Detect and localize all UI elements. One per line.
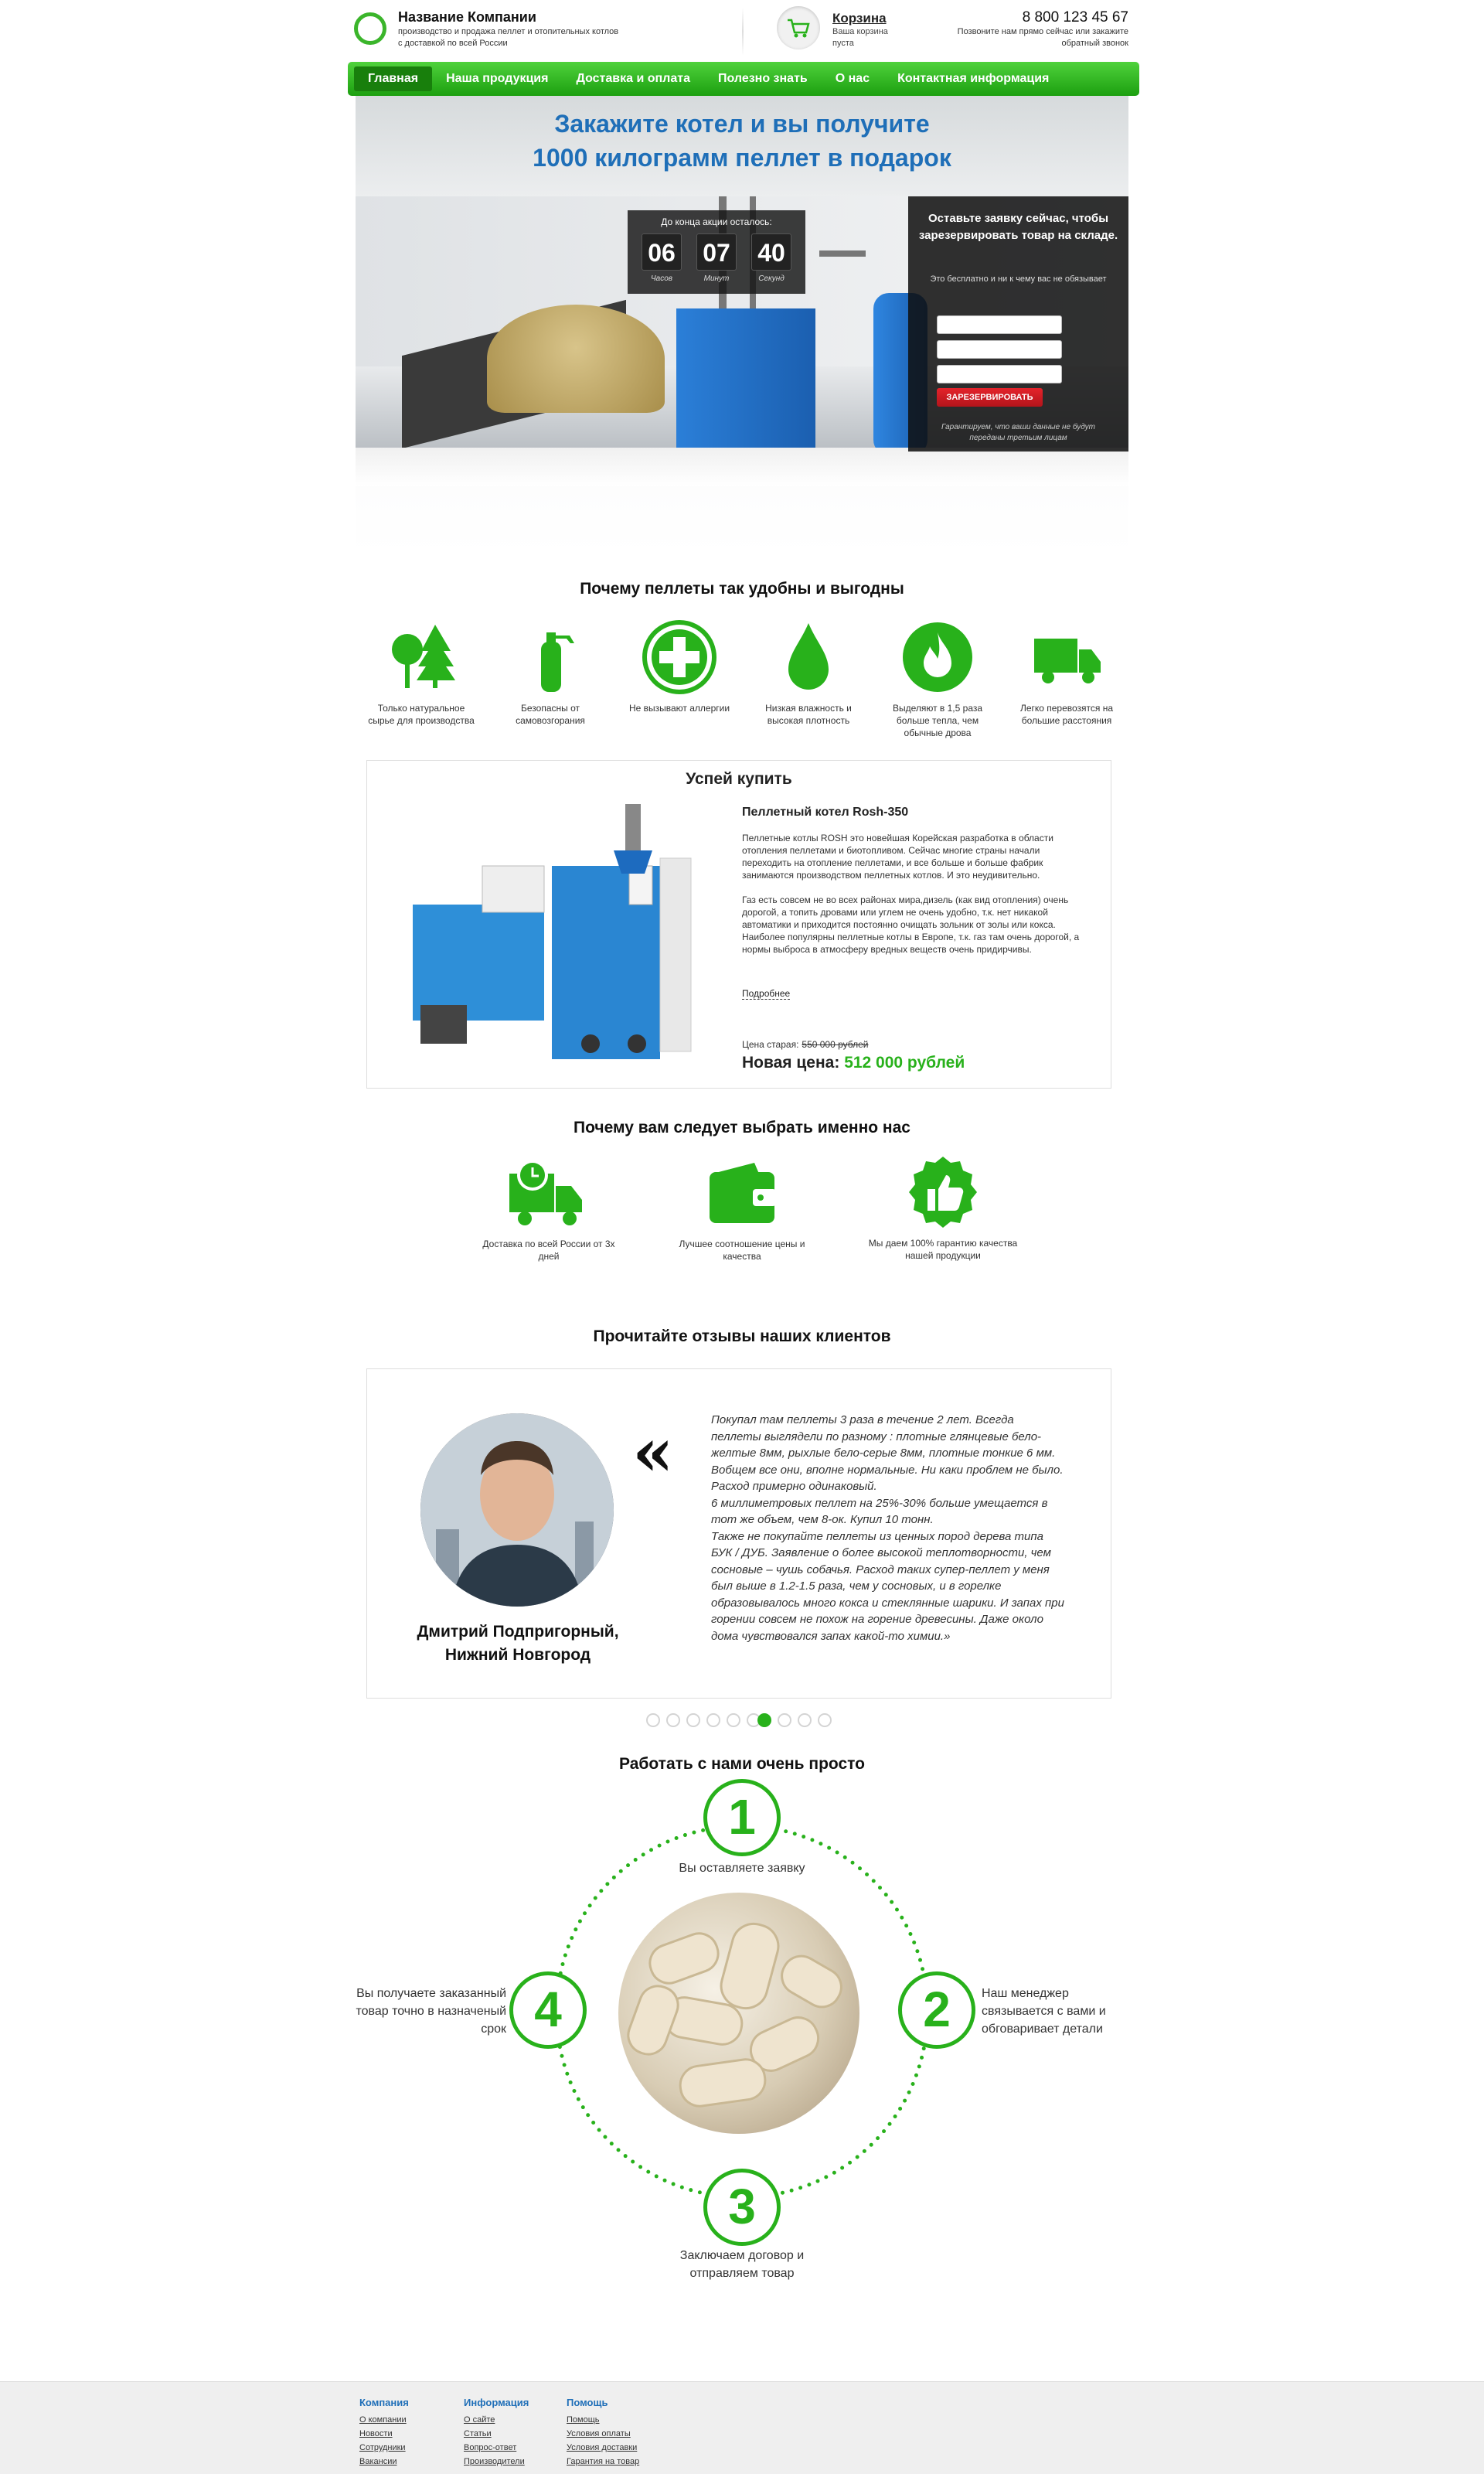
nav-item-home[interactable]: Главная <box>354 66 432 91</box>
footer-link[interactable]: Вопрос-ответ <box>464 2443 517 2452</box>
flame-icon <box>899 618 976 696</box>
nav-item-useful[interactable]: Полезно знать <box>717 72 808 85</box>
feature-text: Легко перевозятся на большие расстояния <box>1019 703 1114 726</box>
footer-link[interactable]: Сотрудники <box>359 2443 406 2452</box>
timer-seconds: 40 <box>751 233 791 271</box>
slider-dot[interactable] <box>818 1713 832 1727</box>
feature-item <box>363 618 479 727</box>
step-4-text: Вы получаете заказанный товар точно в назначеный срок <box>356 1987 506 2036</box>
header-divider <box>742 8 744 56</box>
hero-title-line1: Закажите котел и вы получите <box>554 110 930 138</box>
step-2-text: Наш менеджер связывается с вами и обговаривает детали <box>982 1987 1106 2036</box>
steps-title: Работать с нами очень просто <box>618 1755 865 1773</box>
timer-label: До конца акции осталось: <box>661 216 772 227</box>
feature-item <box>621 618 737 714</box>
feature-text: Не вызывают аллергии <box>628 703 730 714</box>
cart-status: Ваша корзина пуста <box>832 27 888 48</box>
nav-item-about[interactable]: О нас <box>835 72 870 85</box>
why-us-text: Доставка по всей России от 3х дней <box>482 1239 615 1262</box>
feature-item <box>751 618 866 727</box>
main-nav <box>348 62 1139 96</box>
avatar <box>420 1413 614 1607</box>
trees-icon <box>383 618 460 696</box>
slider-dot[interactable] <box>666 1713 680 1727</box>
cart-link[interactable]: Корзина <box>832 11 887 26</box>
step-4-number: 4 <box>509 1971 587 2049</box>
form-input-email[interactable] <box>937 365 1062 383</box>
quote-icon: « <box>632 1413 674 1491</box>
footer-link[interactable]: Помощь <box>567 2415 600 2425</box>
footer-link[interactable]: Условия оплаты <box>567 2429 631 2438</box>
slider-dot[interactable] <box>798 1713 812 1727</box>
feature-text: Безопасны от самовозгорания <box>516 703 585 726</box>
footer-link[interactable]: Статьи <box>464 2429 492 2438</box>
form-input-name[interactable] <box>937 315 1062 334</box>
logo-icon[interactable] <box>354 12 386 45</box>
why-us-text: Лучшее соотношение цены и качества <box>679 1239 805 1262</box>
nav-item-products[interactable]: Наша продукция <box>446 72 549 85</box>
footer-link[interactable]: Условия доставки <box>567 2443 638 2452</box>
review-text: Покупал там пеллеты 3 раза в течение 2 лет. Всегда пеллеты выглядели по разному : плотные глянцевые бело-желтые 8мм, рыхлые бело-серые 8мм, плотные тонкие 6 мм. Вобщем все они, вполне нормальные. Ни каки проблем не было. Расход примерно одинаковый. 6 миллиметровых пеллет на 25%-30% больше умещается в тот же объем, чем 8-ок. Купил 10 тонн. Также не покупайте пеллеты из ценных пород дерева типа БУК / ДУБ. Заявление о более высокой теплотворности, чем сосновые – чушь собачья. Расход таких супер-пеллет у меня был выше в 1.2-1.5 раза, чем у сосновых, и в горелке образовывалось много кокса и стеклянные шарики. И запах при горении совсем не похож на горение древесины. Даже около дома чувствовался запах какой-то химии.» <box>711 1413 1064 1643</box>
company-name[interactable]: Название Компании <box>398 9 536 25</box>
form-title: Оставьте заявку сейчас, чтобы зарезервировать товар на складе. <box>918 212 1118 242</box>
timer-seconds-label: Секунд <box>758 274 785 283</box>
delivery-truck-clock-icon <box>506 1158 591 1232</box>
reviewer-name <box>394 1620 642 1667</box>
footer-link[interactable]: О компании <box>359 2415 407 2425</box>
slider-dot[interactable] <box>646 1713 660 1727</box>
company-description: производство и продажа пеллет и отопительных котлов с доставкой по всей России <box>398 27 619 48</box>
old-price-value: 550 000 рублей <box>802 1039 869 1050</box>
slider-dot[interactable] <box>706 1713 720 1727</box>
product-desc-paragraph-2: Газ есть совсем не во всех районах мира,дизель (как вид отопления) очень дорогой, а топить дровами или углем не очень удобно, т.к. нет никакой автоматики и приходится постоянно очищать зольник от золы или кокса. Наиболее популярны пеллетные котлы в Европе, т.к. газ там очень дорогой, а нормы выброса в атмосферу вредных веществ очень придирчивы. <box>742 895 1080 955</box>
old-price-label: Цена старая: <box>742 1039 799 1050</box>
reserve-form <box>908 196 1128 452</box>
step-2-number: 2 <box>898 1971 975 2049</box>
form-input-phone[interactable] <box>937 340 1062 359</box>
why-us-title: Почему вам следует выбрать именно нас <box>574 1119 910 1136</box>
footer-link[interactable]: Новости <box>359 2429 393 2438</box>
step-1-number: 1 <box>703 1779 781 1856</box>
product-desc-paragraph-1: Пеллетные котлы ROSH это новейшая Корейская разработка в области отопления пеллетами и биотопливом. Сейчас многие страны начали переходить на отопление пеллетами, и все больше и больше фабрик занимаются производством пеллетных котлов. И это неудивительно. <box>742 833 1053 881</box>
medical-cross-icon <box>641 618 718 696</box>
step-3-text: Заключаем договор и отправляем товар <box>679 2249 805 2280</box>
old-price <box>742 1039 869 1050</box>
footer-link[interactable]: Гарантия на товар <box>567 2457 640 2466</box>
reviews-title: Прочитайте отзывы наших клиентов <box>593 1327 891 1345</box>
new-price-label: Новая цена: <box>742 1054 840 1072</box>
form-subtitle: Это бесплатно и ни к чему вас не обязывает <box>930 274 1107 284</box>
more-link[interactable]: Подробнее <box>742 988 791 999</box>
nav-item-contacts[interactable]: Контактная информация <box>897 72 1050 85</box>
privacy-note: Гарантируем, что ваши данные не будут переданы третьим лицам <box>941 423 1095 442</box>
footer-col-info <box>464 2397 529 2469</box>
slider-dot-active[interactable] <box>757 1713 771 1727</box>
nav-item-delivery[interactable]: Доставка и оплата <box>576 72 690 85</box>
phone-number[interactable]: 8 800 123 45 67 <box>1022 9 1128 26</box>
timer-hours-label: Часов <box>650 274 673 283</box>
slider-dot[interactable] <box>778 1713 791 1727</box>
footer-col-company <box>359 2397 409 2469</box>
timer-minutes-label: Минут <box>703 274 730 283</box>
footer-col-title: Информация <box>464 2397 529 2408</box>
why-us-item <box>866 1154 1020 1262</box>
footer-link[interactable]: Вакансии <box>359 2457 397 2466</box>
why-us-text: Мы даем 100% гарантию качества нашей продукции <box>868 1238 1018 1261</box>
feature-text: Низкая влажность и высокая плотность <box>765 703 852 726</box>
timer-minutes: 07 <box>696 233 737 271</box>
cart-icon[interactable] <box>777 6 820 49</box>
why-us-item <box>471 1158 626 1263</box>
callback-text: Позвоните нам прямо сейчас или закажите обратный звонок <box>957 27 1128 48</box>
footer <box>0 2381 1484 2474</box>
feature-text: Выделяют в 1,5 раза больше тепла, чем обычные дрова <box>892 703 983 738</box>
footer-col-help <box>567 2397 639 2469</box>
why-us-item <box>665 1158 819 1263</box>
new-price <box>742 1054 965 1072</box>
pellets-image <box>618 1893 859 2134</box>
feature-item <box>880 618 996 739</box>
new-price-value: 512 000 рублей <box>844 1054 965 1072</box>
footer-link[interactable]: Производители <box>464 2457 525 2466</box>
timer-hours: 06 <box>642 233 682 271</box>
reviewer-city: Нижний Новгород <box>444 1646 591 1664</box>
step-1-text: Вы оставляете заявку <box>679 1862 805 1875</box>
slider-dot[interactable] <box>727 1713 740 1727</box>
product-image[interactable] <box>405 789 730 1067</box>
water-drop-icon <box>770 618 847 696</box>
feature-item <box>1009 618 1125 727</box>
slider-dot[interactable] <box>686 1713 700 1727</box>
product-description <box>742 832 1082 956</box>
feature-item <box>492 618 608 727</box>
reviewer-name-line1: Дмитрий Подпригорный, <box>417 1623 619 1641</box>
product-section-title: Успей купить <box>686 770 792 788</box>
product-name: Пеллетный котел Rosh-350 <box>742 806 909 819</box>
footer-col-title: Компания <box>359 2397 409 2408</box>
truck-icon <box>1028 618 1105 696</box>
footer-link[interactable]: О сайте <box>464 2415 495 2425</box>
wallet-icon <box>703 1158 781 1232</box>
features-title: Почему пеллеты так удобны и выгодны <box>580 580 904 598</box>
reserve-button[interactable]: ЗАРЕЗЕРВИРОВАТЬ <box>937 388 1043 407</box>
extinguisher-icon <box>512 618 589 696</box>
feature-text: Только натуральное сырье для производства <box>368 703 475 726</box>
footer-col-title: Помощь <box>567 2397 608 2408</box>
step-3-number: 3 <box>703 2169 781 2246</box>
hero-banner <box>356 96 1128 556</box>
hero-title-line2: 1000 килограмм пеллет в подарок <box>533 144 951 172</box>
thumbs-up-badge-icon <box>904 1154 982 1231</box>
countdown-timer <box>628 210 805 294</box>
